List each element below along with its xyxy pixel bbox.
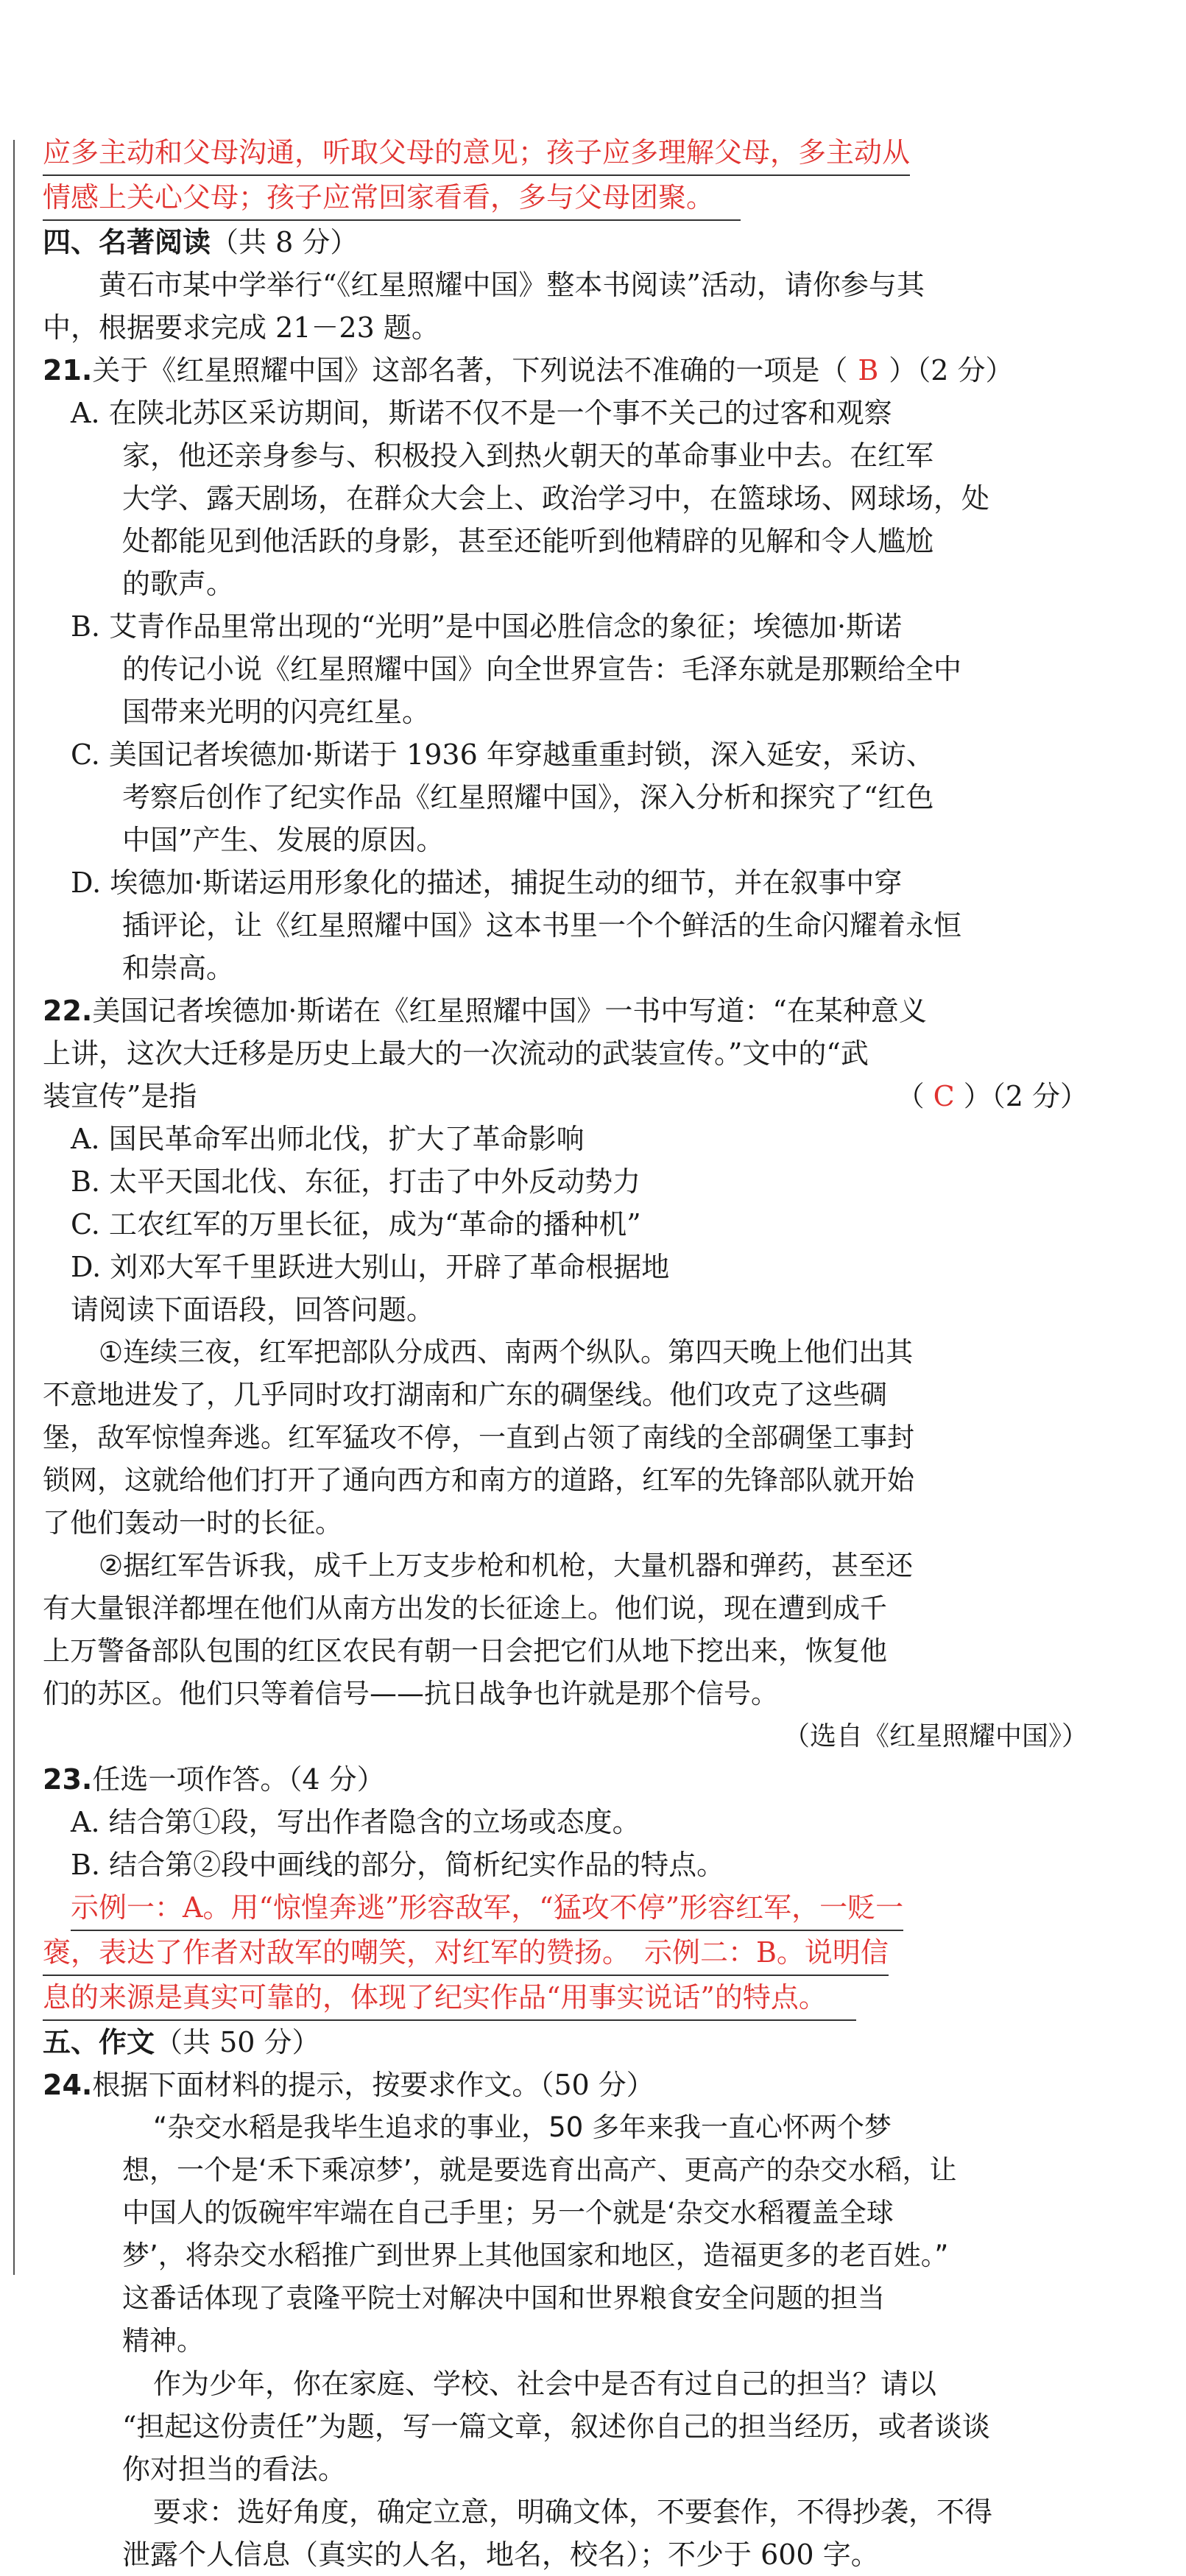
q21-option-d-3: 和崇高。	[122, 952, 235, 984]
reading-source: （选自《红星照耀中国》）	[783, 1721, 1088, 1751]
reading-p1-line-3: 堡，敌军惊惶奔逃。红军猛攻不停，一直到占领了南线的全部碉堡工事封	[43, 1422, 914, 1453]
q22-option-d: D. 刘邓大军千里跃进大别山，开辟了革命根据地	[71, 1251, 670, 1283]
q21-option-a-5: 的歌声。	[122, 568, 235, 600]
q24-material-line-5: 这番话体现了袁隆平院士对解决中国和世界粮食安全问题的担当	[122, 2282, 885, 2314]
reading-p1-line-1: ①连续三夜，红军把部队分成西、南两个纵队。第四天晚上他们出其	[99, 1336, 914, 1368]
q21-option-c-2: 考察后创作了纪实作品《红星照耀中国》，深入分析和探究了“红色	[122, 781, 934, 814]
q21-option-b-3: 国带来光明的闪亮红星。	[122, 696, 431, 728]
section-5-heading: 五、作文（共 50 分）	[43, 2026, 320, 2058]
section-4-heading: 四、名著阅读（共 8 分）	[43, 226, 359, 258]
q21-option-b-1: B. 艾青作品里常出现的“光明”是中国必胜信念的象征；埃德加·斯诺	[71, 610, 903, 643]
prev-answer-line-2: 情感上关心父母；孩子应常回家看看，多与父母团聚。	[43, 176, 1088, 221]
q21-option-b-2: 的传记小说《红星照耀中国》向全世界宣告：毛泽东就是那颗给全中	[122, 653, 962, 685]
section-4-intro-1: 黄石市某中学举行“《红星照耀中国》整本书阅读”活动，请你参与其	[99, 269, 925, 301]
q22-answer: C	[933, 1080, 955, 1112]
page-content	[43, 131, 1088, 2576]
q21-option-d-2: 插评论，让《红星照耀中国》这本书里一个个鲜活的生命闪耀着永恒	[122, 909, 962, 942]
q24-task-line-3: 你对担当的看法。	[122, 2453, 347, 2485]
q21-option-a-4: 处都能见到他活跃的身影，甚至还能听到他精辟的见解和令人尴尬	[122, 525, 934, 557]
q24-task-line-1: 作为少年，你在家庭、学校、社会中是否有过自己的担当？请以	[153, 2368, 937, 2400]
q24-material-line-6: 精神。	[122, 2325, 204, 2357]
q22-stem-1: 22.美国记者埃德加·斯诺在《红星照耀中国》一书中写道：“在某种意义	[43, 995, 927, 1027]
q24-material-line-3: 中国人的饭碗牢牢端在自己手里；另一个就是‘杂交水稻覆盖全球	[122, 2197, 894, 2229]
reading-p2-line-2: 有大量银洋都埋在他们从南方出发的长征途上。他们说，现在遭到成千	[43, 1592, 887, 1624]
q24-requirement-line-1: 要求：选好角度，确定立意，明确文体，不要套作，不得抄袭，不得	[153, 2496, 993, 2528]
q21-option-c-1: C. 美国记者埃德加·斯诺于 1936 年穿越重重封锁，深入延安，采访、	[71, 738, 934, 771]
section-4-intro-2: 中，根据要求完成 21－23 题。	[43, 311, 440, 344]
q23-stem: 23.任选一项作答。（4 分）	[43, 1763, 385, 1796]
reading-p1-line-2: 不意地进发了，几乎同时攻打湖南和广东的碉堡线。他们攻克了这些碉	[43, 1379, 887, 1411]
q24-material-line-4: 梦’，将杂交水稻推广到世界上其他国家和地区，造福更多的老百姓。”	[122, 2240, 949, 2271]
margin-line	[13, 140, 15, 2275]
q24-material-line-2: 想，一个是‘禾下乘凉梦’，就是要选育出高产、更高产的杂交水稻，让	[122, 2154, 957, 2186]
q22-option-a: A. 国民革命军出师北伐，扩大了革命影响	[71, 1123, 585, 1155]
q21-option-a-2: 家，他还亲身参与、积极投入到热火朝天的革命事业中去。在红军	[122, 440, 934, 472]
q21-option-d-1: D. 埃德加·斯诺运用形象化的描述，捕捉生动的细节，并在叙事中穿	[71, 867, 903, 899]
reading-lead: 请阅读下面语段，回答问题。	[71, 1294, 435, 1326]
q24-task-line-2: “担起这份责任”为题，写一篇文章，叙述你自己的担当经历，或者谈谈	[122, 2410, 990, 2443]
reading-p1-line-5: 了他们轰动一时的长征。	[43, 1507, 342, 1539]
q22-stem-2: 上讲，这次大迁移是历史上最大的一次流动的武装宣传。”文中的“武	[43, 1037, 869, 1070]
reading-p1-line-4: 锁网，这就给他们打开了通向西方和南方的道路，红军的先锋部队就开始	[43, 1464, 914, 1496]
q24-stem: 24.根据下面材料的提示，按要求作文。（50 分）	[43, 2069, 654, 2101]
reading-p2-line-4: 们的苏区。他们只等着信号——抗日战争也许就是那个信号。	[43, 1678, 778, 1709]
prev-answer-line-1: 应多主动和父母沟通，听取父母的意见；孩子应多理解父母，多主动从	[43, 131, 1088, 176]
q23-answer-line-2: 褒，表达了作者对敌军的嘲笑，对红军的赞扬。 示例二：B。说明信	[43, 1931, 1088, 1976]
q24-requirement-line-2: 泄露个人信息（真实的人名，地名，校名）；不少于 600 字。	[122, 2538, 879, 2571]
reading-p2-line-3: 上万警备部队包围的红区农民有朝一日会把它们从地下挖出来，恢复他	[43, 1635, 887, 1667]
q22-option-b: B. 太平天国北伐、东征，打击了中外反动势力	[71, 1165, 641, 1198]
reading-p2-line-1: ②据红军告诉我，成千上万支步枪和机枪，大量机器和弹药，甚至还	[99, 1550, 914, 1581]
q22-option-c: C. 工农红军的万里长征，成为“革命的播种机”	[71, 1208, 641, 1241]
q21-option-a-1: A. 在陕北苏区采访期间，斯诺不仅不是一个事不关己的过客和观察	[71, 397, 892, 429]
reading-passage	[43, 1331, 1088, 1758]
q21-answer: B	[858, 354, 879, 387]
q22-stem-3: 装宣传”是指 （ C ）（2 分）	[43, 1080, 1088, 1112]
q21-option-a-3: 大学、露天剧场，在群众大会上、政治学习中，在篮球场、网球场，处	[122, 482, 990, 515]
q24-material-line-1: “杂交水稻是我毕生追求的事业，50 多年来我一直心怀两个梦	[153, 2111, 892, 2143]
q21-option-c-3: 中国”产生、发展的原因。	[122, 824, 445, 856]
q23-answer-line-3: 息的来源是真实可靠的，体现了纪实作品“用事实说话”的特点。	[43, 1976, 1088, 2021]
q23-answer-line-1: 示例一：A。用“惊惶奔逃”形容敌军，“猛攻不停”形容红军，一贬一	[43, 1886, 1088, 1931]
q24-material	[43, 2106, 1088, 2362]
q23-option-a: A. 结合第①段，写出作者隐含的立场或态度。	[71, 1806, 640, 1838]
q21-stem: 21.关于《红星照耀中国》这部名著，下列说法不准确的一项是（ B ）（2 分）	[43, 354, 1014, 387]
q23-option-b: B. 结合第②段中画线的部分，简析纪实作品的特点。	[71, 1849, 725, 1881]
